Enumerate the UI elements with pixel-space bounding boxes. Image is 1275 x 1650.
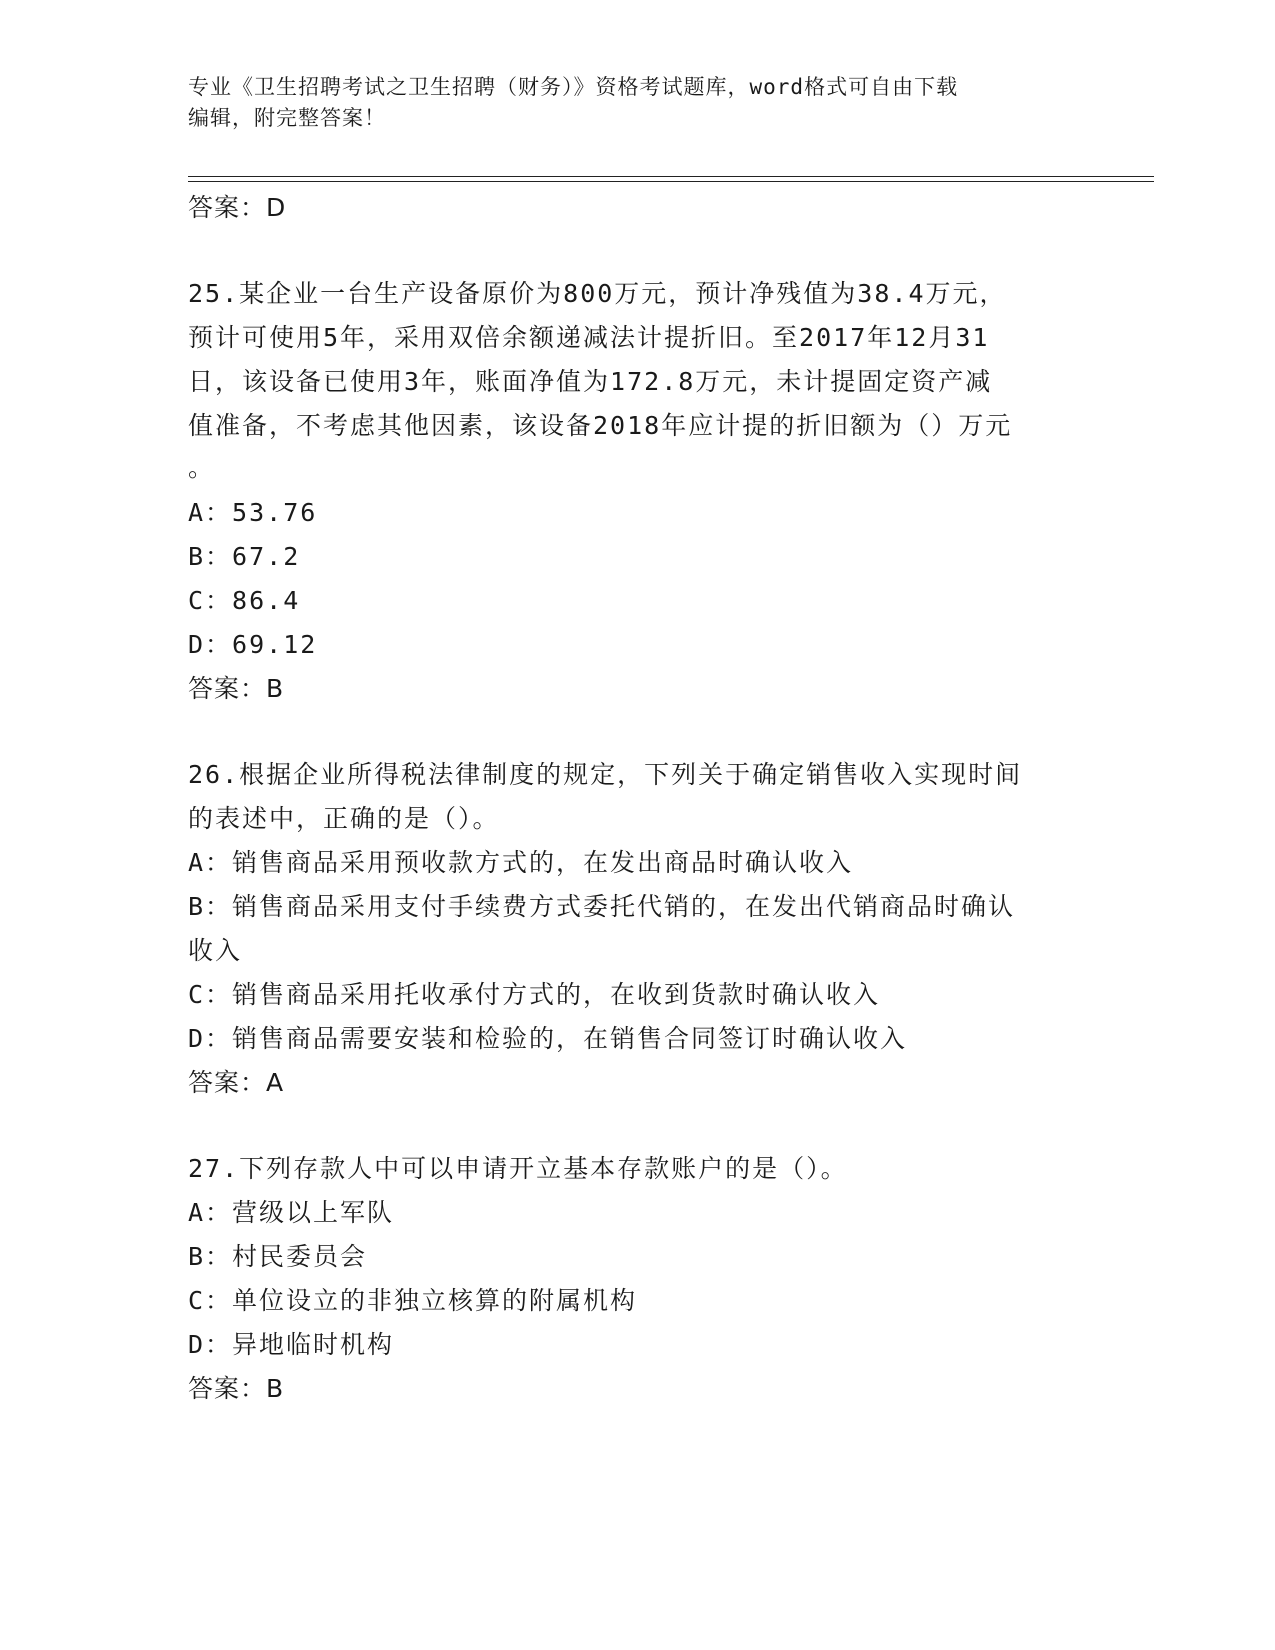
header-rule-bottom bbox=[188, 181, 1154, 182]
q27-answer: 答案：B bbox=[188, 1374, 285, 1403]
q26-option-a: A：销售商品采用预收款方式的，在发出商品时确认收入 bbox=[188, 848, 854, 877]
document-header bbox=[188, 72, 1088, 134]
q27-stem-line-1: 27.下列存款人中可以申请开立基本存款账户的是（）。 bbox=[188, 1154, 848, 1183]
previous-answer: 答案：D bbox=[188, 193, 287, 222]
q27-option-a: A：营级以上军队 bbox=[188, 1198, 395, 1227]
q25-stem-line-2: 预计可使用5年，采用双倍余额递减法计提折旧。至2017年12月31 bbox=[188, 323, 990, 352]
q26-stem-line-2: 的表述中，正确的是（）。 bbox=[188, 804, 500, 833]
q25-stem-line-3: 日，该设备已使用3年，账面净值为172.8万元，未计提固定资产减 bbox=[188, 367, 993, 396]
q25-option-b: B：67.2 bbox=[188, 542, 301, 571]
header-rule-top bbox=[188, 176, 1154, 177]
q25-stem-line-4: 值准备，不考虑其他因素，该设备2018年应计提的折旧额为（）万元 bbox=[188, 411, 1013, 440]
q26-stem-line-1: 26.根据企业所得税法律制度的规定，下列关于确定销售收入实现时间 bbox=[188, 760, 1023, 789]
q25-option-c: C：86.4 bbox=[188, 586, 301, 615]
q27-option-d: D：异地临时机构 bbox=[188, 1330, 395, 1359]
q27-option-b: B：村民委员会 bbox=[188, 1242, 368, 1271]
q25-stem-line-1: 25.某企业一台生产设备原价为800万元，预计净残值为38.4万元， bbox=[188, 279, 1007, 308]
header-line-2: 编辑，附完整答案！ bbox=[188, 106, 386, 130]
header-line-1: 专业《卫生招聘考试之卫生招聘（财务）》资格考试题库，word格式可自由下载 bbox=[188, 75, 959, 99]
q26-answer: 答案：A bbox=[188, 1068, 285, 1097]
q25-option-a: A：53.76 bbox=[188, 498, 318, 527]
q26-option-b-line-1: B：销售商品采用支付手续费方式委托代销的，在发出代销商品时确认 bbox=[188, 892, 1016, 921]
q26-option-b-line-2: 收入 bbox=[188, 936, 243, 965]
q25-answer: 答案：B bbox=[188, 674, 285, 703]
q26-option-d: D：销售商品需要安装和检验的，在销售合同签订时确认收入 bbox=[188, 1024, 908, 1053]
q25-stem-line-5: 。 bbox=[188, 453, 216, 482]
q25-option-d: D：69.12 bbox=[188, 630, 318, 659]
q26-option-c: C：销售商品采用托收承付方式的，在收到货款时确认收入 bbox=[188, 980, 881, 1009]
q27-option-c: C：单位设立的非独立核算的附属机构 bbox=[188, 1286, 638, 1315]
